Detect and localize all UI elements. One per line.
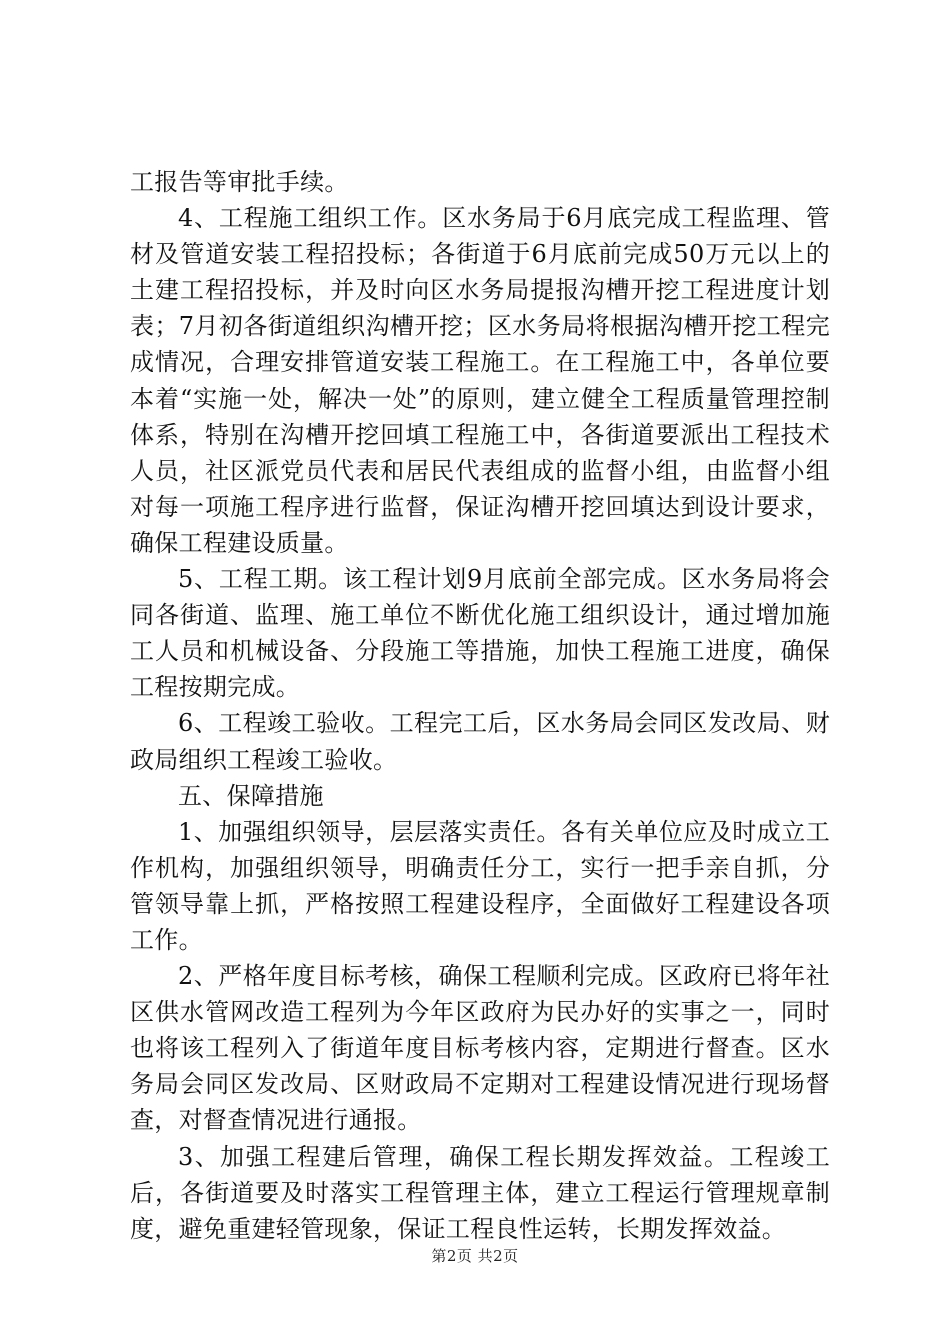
paragraph-safeguard-1-leadership: 1、加强组织领导，层层落实责任。各有关单位应及时成立工作机构，加强组织领导，明确责任分工，实行一把手亲自抓，分管领导靠上抓，严格按照工程建设程序，全面做好工程建设各项工作。 xyxy=(130,817,830,954)
paragraph-safeguard-2-assessment: 2、严格年度目标考核，确保工程顺利完成。区政府已将年社区供水管网改造工程列为今年区政府为民办好的实事之一，同时也将该工程列入了街道年度目标考核内容，定期进行督查。区水务局会同区发改局、区财政局不定期对工程建设情况进行现场督查，对督查情况进行通报。 xyxy=(130,962,830,1135)
section-heading-safeguards: 五、保障措施 xyxy=(178,781,324,810)
paragraph-safeguard-3-management: 3、加强工程建后管理，确保工程长期发挥效益。工程竣工后，各街道要及时落实工程管理主体，建立工程运行管理规章制度，避免重建轻管现象，保证工程良性运转，长期发挥效益。 xyxy=(130,1142,830,1243)
paragraph-item-4-construction-organization: 4、工程施工组织工作。区水务局于6月底完成工程监理、管材及管道安装工程招投标；各街道于6月底前完成50万元以上的土建工程招投标，并及时向区水务局提报沟槽开挖工程进度计划表；7月初各街道组织沟槽开挖；区水务局将根据沟槽开挖工程完成情况，合理安排管道安装工程施工。在工程施工中，各单位要本着“实施一处，解决一处”的原则，建立健全工程质量管理控制体系，特别在沟槽开挖回填工程施工中，各街道要派出工程技术人员，社区派党员代表和居民代表组成的监督小组，由监督小组对每一项施工程序进行监督，保证沟槽开挖回填达到设计要求，确保工程建设质量。 xyxy=(130,204,830,557)
paragraph-item-6-acceptance: 6、工程竣工验收。工程完工后，区水务局会同区发改局、财政局组织工程竣工验收。 xyxy=(130,709,830,774)
page-number-footer: 第2页 共2页 xyxy=(431,1247,519,1265)
document-body xyxy=(130,164,830,1247)
paragraph-continuation: 工报告等审批手续。 xyxy=(130,168,349,196)
paragraph-item-5-schedule: 5、工程工期。该工程计划9月底前全部完成。区水务局将会同各街道、监理、施工单位不断优化施工组织设计，通过增加施工人员和机械设备、分段施工等措施，加快工程施工进度，确保工程按期完成。 xyxy=(130,565,830,702)
